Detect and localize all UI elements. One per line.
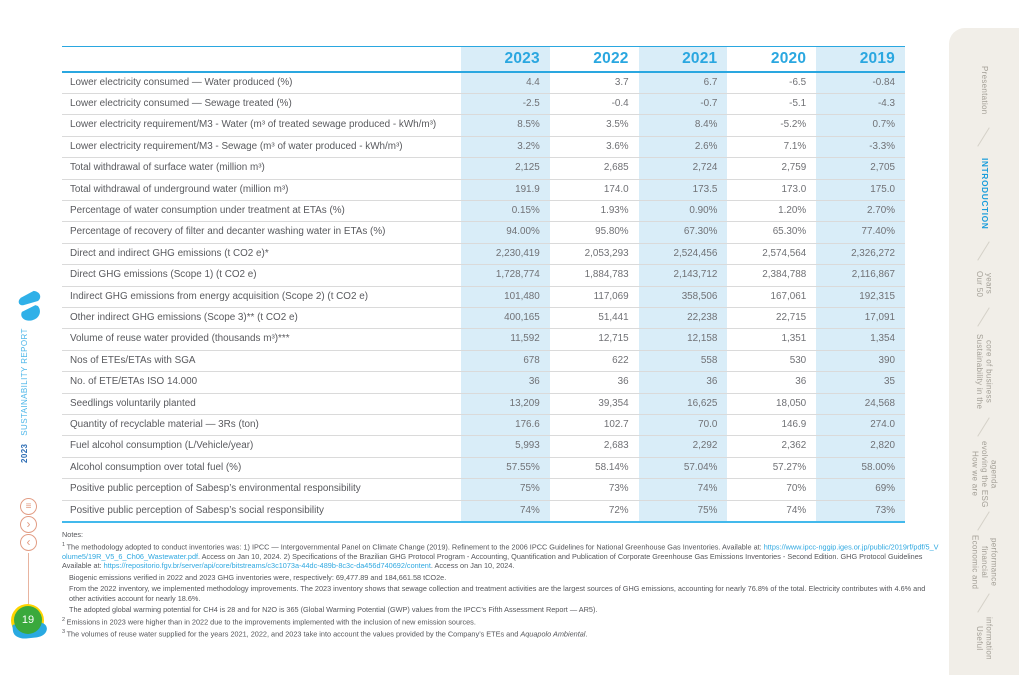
rail-divider-line [28, 553, 29, 605]
cell-value: 2,685 [550, 158, 639, 179]
note-text: From the 2022 inventory, we implemented methodology improvements. The 2023 inventory shows that sewage collection and treatment activities are the largest sources of GHG emissions, accounting for nearly 76.8% of the total. Electricity contributes with 4.6% and other activities account for nearly 18.6%. [69, 584, 926, 603]
cell-value: 22,715 [727, 307, 816, 328]
cell-value: 2,724 [639, 158, 728, 179]
row-label: Direct GHG emissions (Scope 1) (t CO2 e) [62, 265, 461, 286]
cell-value: 6.7 [639, 72, 728, 94]
row-label: Alcohol consumption over total fuel (%) [62, 457, 461, 478]
cell-value: -0.4 [550, 93, 639, 114]
cell-value: -0.84 [816, 72, 905, 94]
cell-value: 192,315 [816, 286, 905, 307]
note-text: Biogenic emissions verified in 2022 and 2023 GHG inventories were, respectively: 69,477.89 and 184,661.58 tCO2e. [69, 572, 447, 582]
cell-value: 1,351 [727, 329, 816, 350]
table-row [62, 457, 905, 478]
menu-icon: ≡ [25, 500, 32, 512]
cell-value: 74% [727, 500, 816, 522]
cell-value: 3.6% [550, 136, 639, 157]
label-column-header [62, 47, 461, 72]
note-text-italic: Aquapolo Ambiental [520, 629, 586, 639]
sidebar-item-introduction[interactable]: INTRODUCTION [979, 158, 990, 230]
row-label: Total withdrawal of surface water (million m³) [62, 158, 461, 179]
cell-value: 2,524,456 [639, 243, 728, 264]
cell-value: 95.80% [550, 222, 639, 243]
cell-value: 1,354 [816, 329, 905, 350]
row-label: Indirect GHG emissions from energy acquisition (Scope 2) (t CO2 e) [62, 286, 461, 307]
cell-value: 0.90% [639, 200, 728, 221]
cell-value: -5.2% [727, 115, 816, 136]
row-label: Other indirect GHG emissions (Scope 3)** (t CO2 e) [62, 307, 461, 328]
table-body [62, 72, 905, 523]
cell-value: 74% [461, 500, 550, 522]
cell-value: -3.3% [816, 136, 905, 157]
sidebar-item-how-we-are-evolving-the-esg-agenda[interactable]: How we are evolving the ESG agenda [970, 440, 999, 508]
cell-value: 75% [461, 479, 550, 500]
cell-value: 2.6% [639, 136, 728, 157]
table-row [62, 136, 905, 157]
cell-value: -5.1 [727, 93, 816, 114]
cell-value: 2,574,564 [727, 243, 816, 264]
cell-value: 146.9 [727, 415, 816, 436]
cell-value: 3.7 [550, 72, 639, 94]
cell-value: 57.55% [461, 457, 550, 478]
cell-value: 2,705 [816, 158, 905, 179]
cell-value: 36 [639, 372, 728, 393]
row-label: Lower electricity consumed — Water produced (%) [62, 72, 461, 94]
cell-value: 167,061 [727, 286, 816, 307]
row-label: Lower electricity requirement/M3 - Sewage (m³ of water produced - kWh/m³) [62, 136, 461, 157]
year-column-header: 2021 [639, 47, 728, 72]
cell-value: 74% [639, 479, 728, 500]
row-label: Total withdrawal of underground water (million m³) [62, 179, 461, 200]
cell-value: 2,116,867 [816, 265, 905, 286]
page-number-badge [10, 603, 48, 643]
cell-value: 2,326,272 [816, 243, 905, 264]
year-column-header: 2020 [727, 47, 816, 72]
sabesp-logo-icon [16, 290, 43, 322]
cell-value: 400,165 [461, 307, 550, 328]
cell-value: 2,820 [816, 436, 905, 457]
table-row [62, 265, 905, 286]
table-row [62, 243, 905, 264]
note-paragraph [62, 542, 940, 570]
cell-value: 70.0 [639, 415, 728, 436]
cell-value: 558 [639, 350, 728, 371]
cell-value: 77.40% [816, 222, 905, 243]
chevron-right-icon: › [26, 517, 31, 531]
table-row [62, 479, 905, 500]
sidebar-item-economic-and-financial-performance[interactable]: Economic and financial performance [970, 534, 999, 590]
cell-value: 22,238 [639, 307, 728, 328]
cell-value: 4.4 [461, 72, 550, 94]
cell-value: -2.5 [461, 93, 550, 114]
cell-value: 2,053,293 [550, 243, 639, 264]
year-column-header: 2023 [461, 47, 550, 72]
cell-value: 2,230,419 [461, 243, 550, 264]
cell-value: -4.3 [816, 93, 905, 114]
cell-value: 5,993 [461, 436, 550, 457]
nav-slash-divider [976, 418, 992, 436]
cell-value: 191.9 [461, 179, 550, 200]
cell-value: 57.27% [727, 457, 816, 478]
table-row [62, 372, 905, 393]
cell-value: 622 [550, 350, 639, 371]
row-label: Seedlings voluntarily planted [62, 393, 461, 414]
cell-value: 1.20% [727, 200, 816, 221]
cell-value: 36 [550, 372, 639, 393]
rail-buttons [20, 498, 38, 551]
table-row [62, 115, 905, 136]
cell-value: 8.4% [639, 115, 728, 136]
note-marker: 1 [62, 542, 67, 549]
row-label: Percentage of water consumption under treatment at ETAs (%) [62, 200, 461, 221]
row-label: Quantity of recyclable material — 3Rs (ton) [62, 415, 461, 436]
table-row [62, 72, 905, 94]
table-row [62, 222, 905, 243]
cell-value: 73% [816, 500, 905, 522]
right-sidebar-nav [949, 28, 1019, 662]
cell-value: 1,884,783 [550, 265, 639, 286]
cell-value: 0.7% [816, 115, 905, 136]
cell-value: 173.0 [727, 179, 816, 200]
cell-value: 69% [816, 479, 905, 500]
cell-value: 117,069 [550, 286, 639, 307]
cell-value: 3.5% [550, 115, 639, 136]
note-link[interactable]: https://www.ipcc-nggip.iges.or.jp/public/2019rf/pdf/5_Volume5/19R_V5_6_Ch06_Wastewater.pdf [62, 542, 939, 561]
cell-value: 94.00% [461, 222, 550, 243]
table-row [62, 393, 905, 414]
sidebar-item-presentation[interactable]: Presentation [979, 65, 989, 115]
year-column-header: 2022 [550, 47, 639, 72]
cell-value: 57.04% [639, 457, 728, 478]
cell-value: 530 [727, 350, 816, 371]
notes-section [62, 530, 940, 639]
right-sidebar [949, 28, 1019, 675]
cell-value: 35 [816, 372, 905, 393]
cell-value: 75% [639, 500, 728, 522]
row-label: Lower electricity consumed — Sewage treated (%) [62, 93, 461, 114]
note-text: . Access on Jan 10, 2024. 2) Specifications of the Brazilian GHG Protocol Program - Accounting, Quantification and Publication of Corporate Greenhouse Gas Emissions Inventories - Second Edition. GHG Protocol Guidelines Available at: [62, 551, 923, 571]
cell-value: 17,091 [816, 307, 905, 328]
year-column-header: 2019 [816, 47, 905, 72]
nav-slash-divider [976, 128, 992, 146]
note-link[interactable]: https://repositorio.fgv.br/server/api/core/bitstreams/c3c1073a-44dc-489b-8c3c-da456d740692/content [103, 561, 431, 571]
table-row [62, 415, 905, 436]
row-label: Fuel alcohol consumption (L/Vehicle/year) [62, 436, 461, 457]
cell-value: 36 [461, 372, 550, 393]
cell-value: 58.00% [816, 457, 905, 478]
table-row [62, 500, 905, 522]
table-row [62, 329, 905, 350]
row-label: Direct and indirect GHG emissions (t CO2 e)* [62, 243, 461, 264]
note-paragraph [62, 605, 940, 614]
report-title-vertical [20, 328, 29, 463]
row-label: Volume of reuse water provided (thousands m³)*** [62, 329, 461, 350]
cell-value: 51,441 [550, 307, 639, 328]
note-text: . [585, 629, 588, 639]
table-row [62, 350, 905, 371]
next-page-button[interactable] [20, 516, 37, 533]
cell-value: 2,384,788 [727, 265, 816, 286]
table-row [62, 179, 905, 200]
cell-value: 58.14% [550, 457, 639, 478]
row-label: No. of ETE/ETAs ISO 14.000 [62, 372, 461, 393]
table-row [62, 286, 905, 307]
previous-page-button[interactable] [20, 534, 37, 551]
cell-value: 39,354 [550, 393, 639, 414]
notes-list [62, 542, 940, 638]
row-label: Positive public perception of Sabesp’s environmental responsibility [62, 479, 461, 500]
note-text: Emissions in 2023 were higher than in 2022 due to the improvements implemented with the inclusion of new emission sources. [66, 617, 476, 627]
cell-value: 2,759 [727, 158, 816, 179]
cell-value: 36 [727, 372, 816, 393]
cell-value: 174.0 [550, 179, 639, 200]
cell-value: 12,158 [639, 329, 728, 350]
cell-value: 173.5 [639, 179, 728, 200]
cell-value: 176.6 [461, 415, 550, 436]
report-title-text: SUSTAINABILITY REPORT [20, 328, 29, 436]
cell-value: 2,292 [639, 436, 728, 457]
cell-value: 72% [550, 500, 639, 522]
note-paragraph [62, 584, 940, 602]
chevron-left-icon: ‹ [26, 535, 31, 549]
nav-slash-divider [976, 512, 992, 530]
nav-slash-divider [976, 594, 992, 612]
note-paragraph [62, 573, 940, 582]
row-label: Percentage of recovery of filter and decanter washing water in ETAs (%) [62, 222, 461, 243]
row-label: Positive public perception of Sabesp’s social responsibility [62, 500, 461, 522]
table-header-row [62, 47, 905, 72]
notes-heading: Notes: [62, 530, 84, 540]
cell-value: -0.7 [639, 93, 728, 114]
cell-value: 274.0 [816, 415, 905, 436]
cell-value: 390 [816, 350, 905, 371]
cell-value: 2,683 [550, 436, 639, 457]
cell-value: 3.2% [461, 136, 550, 157]
sidebar-item-useful-information[interactable]: Useful information [975, 616, 994, 660]
main-content [62, 46, 939, 639]
cell-value: 8.5% [461, 115, 550, 136]
left-rail [0, 0, 56, 675]
note-marker: 2 [62, 616, 67, 623]
report-year: 2023 [20, 443, 29, 463]
cell-value: 2,362 [727, 436, 816, 457]
cell-value: 12,715 [550, 329, 639, 350]
table-row [62, 200, 905, 221]
note-text: The volumes of reuse water supplied for the years 2021, 2022, and 2023 take into account the values provided by the Company’s ETEs and [66, 629, 521, 639]
note-text: The adopted global warming potential for CH4 is 28 and for N2O is 365 (Global Warming Potential (GWP) values from the IPCC’s Fifth Assessment Report — AR5). [69, 605, 598, 615]
table-row [62, 436, 905, 457]
row-label: Lower electricity requirement/M3 - Water (m³ of treated sewage produced - kWh/m³) [62, 115, 461, 136]
sidebar-item-our-50-years[interactable]: Our 50 years [975, 270, 994, 298]
cell-value: 2,125 [461, 158, 550, 179]
nav-slash-divider [976, 242, 992, 260]
cell-value: 2.70% [816, 200, 905, 221]
cell-value: 65.30% [727, 222, 816, 243]
cell-value: 2,143,712 [639, 265, 728, 286]
cell-value: 24,568 [816, 393, 905, 414]
cell-value: 18,050 [727, 393, 816, 414]
cell-value: 67.30% [639, 222, 728, 243]
cell-value: 70% [727, 479, 816, 500]
cell-value: 13,209 [461, 393, 550, 414]
table-row [62, 93, 905, 114]
indicators-table [62, 46, 905, 523]
cell-value: 73% [550, 479, 639, 500]
cell-value: 101,480 [461, 286, 550, 307]
note-marker: 3 [62, 629, 67, 636]
cell-value: -6.5 [727, 72, 816, 94]
table-row [62, 307, 905, 328]
note-text: The methodology adopted to conduct inventories was: 1) IPCC — Intergovernmental Panel on Climate Change (2019). Refinement to the 2006 IPCC Guidelines for National Greenhouse Gas Inventories. Available at: [66, 542, 764, 552]
cell-value: 16,625 [639, 393, 728, 414]
cell-value: 175.0 [816, 179, 905, 200]
cell-value: 358,506 [639, 286, 728, 307]
cell-value: 102.7 [550, 415, 639, 436]
table-row [62, 158, 905, 179]
nav-slash-divider [976, 308, 992, 326]
cell-value: 11,592 [461, 329, 550, 350]
menu-button[interactable] [20, 498, 37, 515]
cell-value: 1.93% [550, 200, 639, 221]
row-label: Nos of ETEs/ETAs with SGA [62, 350, 461, 371]
cell-value: 1,728,774 [461, 265, 550, 286]
note-text: . Access on Jan 10, 2024. [430, 561, 515, 571]
page-number: 19 [14, 606, 42, 634]
sidebar-item-sustainability-in-the-core-of-business[interactable]: Sustainability in the core of business [975, 334, 994, 410]
cell-value: 678 [461, 350, 550, 371]
note-paragraph [62, 629, 940, 639]
cell-value: 7.1% [727, 136, 816, 157]
note-paragraph [62, 617, 940, 627]
cell-value: 0.15% [461, 200, 550, 221]
